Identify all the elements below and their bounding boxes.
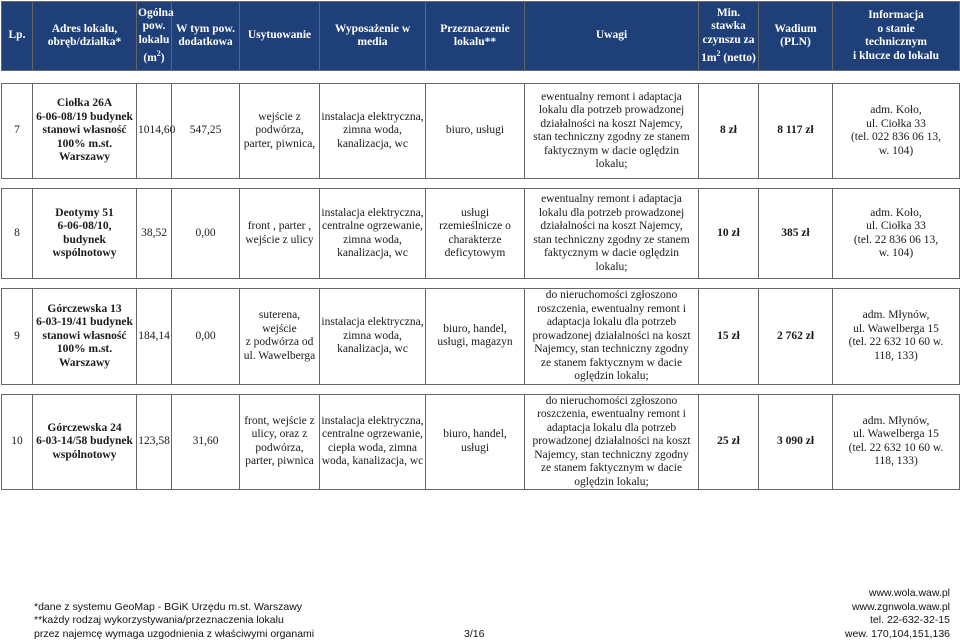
footer-note-2: **każdy rodzaj wykorzystywania/przeznaczenia lokalu [34,614,284,626]
cell-rate: 15 zł [699,289,759,385]
header-equipment: Wyposażenie w media [320,2,426,71]
footer-contact-web-1: www.wola.waw.pl [868,587,950,599]
cell-deposit: 8 117 zł [759,84,833,179]
footer-contact-ext: wew. 170,104,151,136 [844,627,950,640]
header-notes: Uwagi [525,2,699,71]
cell-notes: do nieruchomości zgłoszono roszczenia, ewentualny remont i adaptacja lokalu dla potrzeb prowadzonej działalności na koszt Najemcy, stan techniczny zgodny ze stanem faktycznym w dacie oględzin lokalu; [525,394,699,490]
cell-info: adm. Koło, ul. Ciołka 33 (tel. 22 836 06 13, w. 104) [833,189,960,279]
footer-note-3: przez najemcę wymaga uzgodnienia z właściwymi organami [34,627,315,640]
cell-deposit: 3 090 zł [759,394,833,490]
footer-contact [845,587,950,641]
cell-address: Ciołka 26A 6-06-08/19 budynek stanowi własność 100% m.st. Warszawy [33,84,137,179]
footer-contact-phone: tel. 22-632-32-15 [870,614,950,626]
premises-table [1,1,960,490]
footer-contact-web-2: www.zgnwola.waw.pl [851,600,950,613]
cell-equipment: instalacja elektryczna, zimna woda, kanalizacja, wc [320,84,426,179]
header-address: Adres lokalu, obręb/działka* [33,2,137,71]
cell-notes: do nieruchomości zgłoszono roszczenia, ewentualny remont i adaptacja lokalu dla potrzeb prowadzonej działalności na koszt Najemcy, stan techniczny zgodny ze stanem faktycznym w dacie oględzin lokalu; [525,289,699,385]
cell-rate: 25 zł [699,394,759,490]
cell-location: wejście z podwórza, parter, piwnica, [240,84,320,179]
header-rate: Min. stawka czynszu za $1m^2$ (netto) [699,2,759,71]
cell-location: suterena, wejście z podwórza od ul. Wawelberga [240,289,320,385]
cell-area: 38,52 [137,189,172,279]
cell-extra-area: 0,00 [172,289,240,385]
table-row [2,289,960,385]
header-deposit: Wadium (PLN) [759,2,833,71]
table-row [2,394,960,490]
cell-info: adm. Młynów, ul. Wawelberga 15 (tel. 22 632 10 60 w. 118, 133) [833,289,960,385]
cell-purpose: biuro, handel, usługi [426,394,525,490]
cell-info: adm. Koło, ul. Ciołka 33 (tel. 022 836 06 13, w. 104) [833,84,960,179]
page-footer [34,587,950,641]
table-row [2,189,960,279]
cell-purpose: usługi rzemieślnicze o charakterze deficytowym [426,189,525,279]
cell-equipment: instalacja elektryczna, centralne ogrzewanie, zimna woda, kanalizacja, wc [320,189,426,279]
cell-deposit: 385 zł [759,189,833,279]
cell-extra-area: 31,60 [172,394,240,490]
cell-info: adm. Młynów, ul. Wawelberga 15 (tel. 22 632 10 60 w. 118, 133) [833,394,960,490]
header-info: Informacja o stanie technicznym i klucze do lokalu [833,2,960,71]
footer-note-1: *dane z systemu GeoMap - BGiK Urzędu m.st. Warszawy [34,600,303,613]
table-header-row [2,2,960,71]
cell-notes: ewentualny remont i adaptacja lokalu dla potrzeb prowadzonej działalności na koszt Najemcy, stan techniczny zgodny ze stanem faktycznym w dacie oględzin lokalu; [525,189,699,279]
cell-lp: 8 [2,189,33,279]
cell-lp: 10 [2,394,33,490]
cell-address: Górczewska 13 6-03-19/41 budynek stanowi własność 100% m.st. Warszawy [33,289,137,385]
table-row [2,84,960,179]
page-number: 3/16 [464,627,485,640]
cell-area: 184,14 [137,289,172,385]
cell-area: 123,58 [137,394,172,490]
cell-lp: 9 [2,289,33,385]
header-area: Ogólna pow. lokalu $(m^2)$ [137,2,172,71]
header-extra-area: W tym pow. dodatkowa [172,2,240,71]
cell-lp: 7 [2,84,33,179]
cell-deposit: 2 762 zł [759,289,833,385]
cell-area: 1014,60 [137,84,172,179]
cell-equipment: instalacja elektryczna, zimna woda, kanalizacja, wc [320,289,426,385]
header-location: Usytuowanie [240,2,320,71]
cell-notes: ewentualny remont i adaptacja lokalu dla potrzeb prowadzonej działalności na koszt Najemcy, stan techniczny zgodny ze stanem faktycznym w dacie oględzin lokalu; [525,84,699,179]
cell-location: front, wejście z ulicy, oraz z podwórza, parter, piwnica [240,394,320,490]
cell-address: Górczewska 24 6-03-14/58 budynek wspólnotowy [33,394,137,490]
footer-notes [34,601,314,642]
cell-extra-area: 0,00 [172,189,240,279]
cell-purpose: biuro, usługi [426,84,525,179]
cell-purpose: biuro, handel, usługi, magazyn [426,289,525,385]
cell-location: front , parter , wejście z ulicy [240,189,320,279]
header-lp: Lp. [2,2,33,71]
header-purpose: Przeznaczenie lokalu** [426,2,525,71]
cell-rate: 8 zł [699,84,759,179]
cell-equipment: instalacja elektryczna, centralne ogrzewanie, ciepła woda, zimna woda, kanalizacja, wc [320,394,426,490]
cell-rate: 10 zł [699,189,759,279]
cell-extra-area: 547,25 [172,84,240,179]
cell-address: Deotymy 51 6-06-08/10, budynek wspólnotowy [33,189,137,279]
